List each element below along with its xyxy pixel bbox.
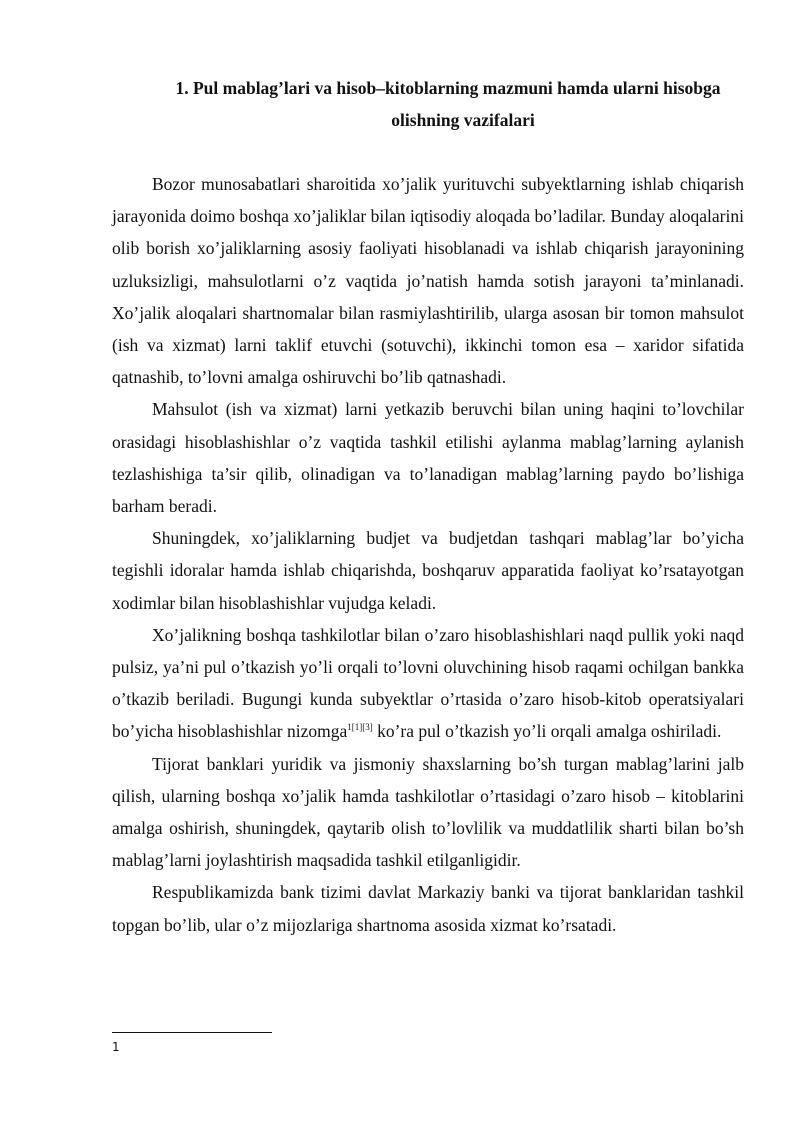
paragraph: Respublikamizda bank tizimi davlat Markaziy banki va tijorat banklaridan tashkil topgan bo’lib, ular o’z mijozlariga shartnoma asosida xizmat ko’rsatadi. (112, 882, 744, 935)
title-line-1: 1. Pul mablag’lari va hisob–kitoblarning mazmuni hamda ularni hisobga (175, 78, 721, 98)
paragraph: Mahsulot (ish va xizmat) larni yetkazib beruvchi bilan uning haqini to’lovchilar orasidagi hisoblashishlar o’z vaqtida tashkil etilishi aylanma mablag’larning aylanish tezlashishiga ta’sir qilib, olinadigan va to’lanadigan mablag’larning paydo bo’lishiga barham beradi. (112, 399, 744, 517)
section-title (112, 72, 744, 136)
paragraph-text: ko’ra pul o’tkazish yo’li orqali amalga oshiriladi. (372, 721, 722, 742)
paragraph-with-footnote (112, 619, 744, 748)
footnote-separator (112, 1032, 272, 1033)
paragraph: Tijorat banklari yuridik va jismoniy shaxslarning bo’sh turgan mablag’larini jalb qilish, ularning boshqa xo’jalik hamda tashkilotlar o’rtasidagi o’zaro hisob – kitoblarini amalga oshirish, shuningdek, qaytarib olish to’lovlilik va muddatlilik sharti bilan bo’sh mablag’larni joylashtirish maqsadida tashkil etilganligidir. (112, 753, 744, 871)
paragraph: Shuningdek, xo’jaliklarning budjet va budjetdan tashqari mablag’lar bo’yicha tegishli idoralar hamda ishlab chiqarishda, boshqaruv apparatida faoliyat ko’rsatayotgan xodimlar bilan hisoblashishlar vujudga keladi. (112, 528, 744, 613)
paragraph-text: Xo’jalikning boshqa tashkilotlar bilan o’zaro hisoblashishlari naqd pullik yoki naqd pulsiz, ya’ni pul o’tkazish yo’li orqali to’lovni oluvchining hisob raqami ochilgan bankka o’tkazib beriladi. Bugungi kunda subyektlar o’rtasida o’zaro hisob-kitob operatsiyalari bo’yicha hisoblashishlar nizomga (112, 624, 744, 742)
paragraph: Bozor munosabatlari sharoitida xo’jalik yurituvchi subyektlarning ishlab chiqarish jarayonida doimo boshqa xo’jaliklar bilan iqtisodiy aloqada bo’ladilar. Bunday aloqalarini olib borish xo’jaliklarning asosiy faoliyati hisoblanadi va ishlab chiqarish jarayonining uzluksizligi, mahsulotlarni o’z vaqtida jo’natish hamda sotish jarayoni ta’minlanadi. Xo’jalik aloqalari shartnomalar bilan rasmiylashtirilib, ularga asosan bir tomon mahsulot (ish va xizmat) larni taklif etuvchi (sotuvchi), ikkinchi tomon esa – xaridor sifatida qatnashib, to’lovni amalga oshiruvchi bo’lib qatnashadi. (112, 174, 744, 388)
footnote-number: 1 (112, 1040, 120, 1054)
footnote-reference[interactable]: 1[1][3] (347, 722, 373, 733)
title-line-2: olishning vazifalari (391, 110, 535, 130)
body-text (112, 168, 744, 941)
